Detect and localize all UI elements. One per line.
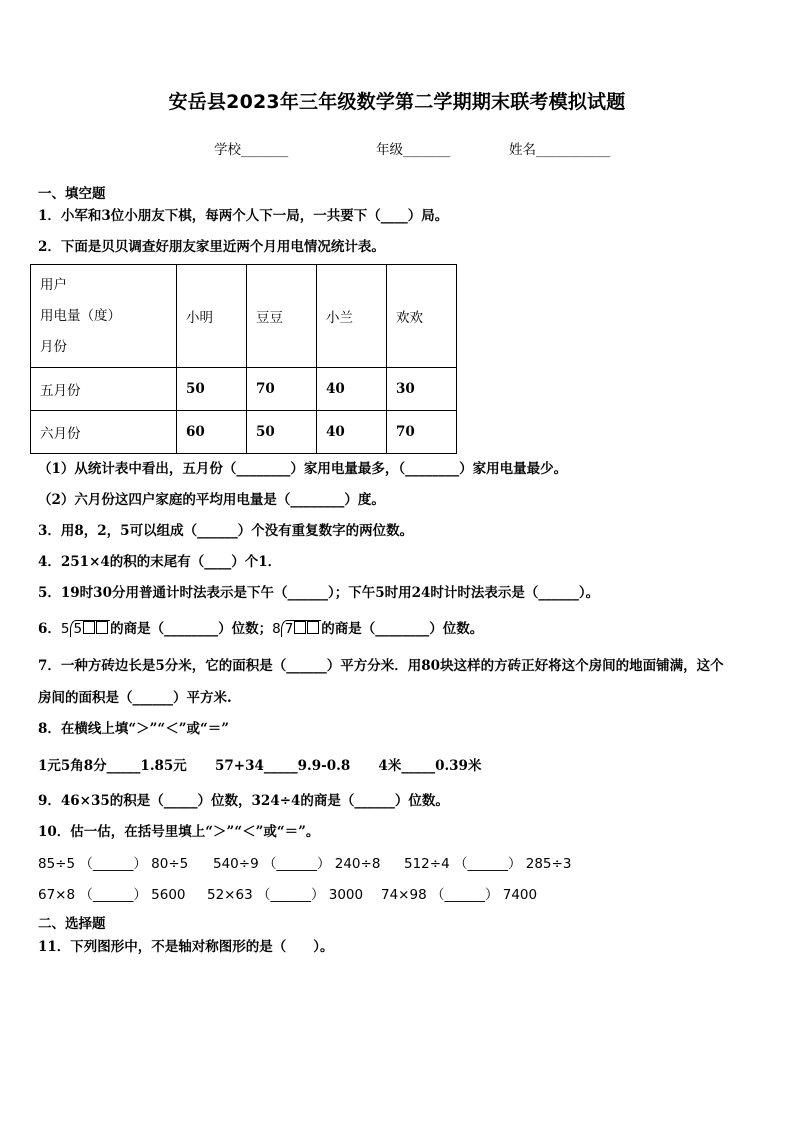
digit-box[interactable]	[96, 621, 108, 634]
digit-box[interactable]	[294, 621, 306, 634]
q6-number: 6．	[38, 621, 61, 637]
header-user-doudou: 豆豆	[247, 265, 317, 368]
table-cell: 40	[317, 411, 387, 454]
question-4: 4．251×4的积的末尾有（____）个1．	[38, 554, 282, 570]
question-5: 5．19时30分用普通计时法表示是下午（______）；下午5时用24时计时法表示是（______）。	[38, 585, 600, 601]
name-field[interactable]	[509, 141, 610, 159]
school-label: 学校	[214, 142, 241, 158]
q10-item: 52×63 （______） 3000	[207, 887, 364, 903]
row-month: 六月份	[31, 411, 177, 454]
electricity-table	[30, 264, 457, 454]
q10-item: 512÷4 （______） 285÷3	[404, 856, 572, 872]
grade-label: 年级	[376, 142, 403, 158]
name-blank[interactable]: ___________	[536, 142, 611, 158]
digit-box[interactable]	[307, 621, 319, 634]
header-user-huanhuan: 欢欢	[387, 265, 457, 368]
school-blank[interactable]: _______	[241, 142, 289, 158]
row-month: 五月份	[31, 368, 177, 411]
question-2-part-2: （2）六月份这四户家庭的平均用电量是（________）度。	[38, 492, 385, 508]
q10-item: 74×98 （______） 7400	[381, 887, 538, 903]
question-9: 9．46×35的积是（_____）位数，324÷4的商是（______）位数。	[38, 793, 449, 809]
corner-month: 月份	[40, 338, 67, 355]
grade-field[interactable]	[376, 141, 450, 159]
q6-dividend-2: 7	[284, 621, 294, 637]
school-field[interactable]	[214, 141, 288, 159]
table-cell: 70	[387, 411, 457, 454]
q10-item: 540÷9 （______） 240÷8	[213, 856, 381, 872]
page-title: 安岳县2023年三年级数学第二学期期末联考模拟试题	[168, 91, 626, 113]
grade-blank[interactable]: _______	[403, 142, 451, 158]
question-3: 3．用8，2，5可以组成（______）个没有重复数字的两位数。	[38, 523, 414, 539]
corner-usage: 用电量（度）	[40, 307, 121, 324]
table-cell: 50	[177, 368, 247, 411]
table-row-june	[31, 411, 457, 454]
question-2-part-1: （1）从统计表中看出，五月份（________）家用电量最多，（________）家用电量最少。	[38, 461, 568, 477]
section-multiple-choice: 二、选择题	[38, 916, 106, 932]
question-6	[38, 620, 483, 638]
question-2: 2．下面是贝贝调查好朋友家里近两个月用电情况统计表。	[38, 239, 385, 255]
q6-end: 的商是（________）位数。	[321, 621, 484, 637]
long-division-1	[70, 620, 111, 637]
table-cell: 50	[247, 411, 317, 454]
table-cell: 30	[387, 368, 457, 411]
question-7-line-1: 7．一种方砖边长是5分米，它的面积是（______）平方分米．用80块这样的方砖正好将这个房间的地面铺满，这个	[38, 658, 724, 674]
question-8-items: 1元5角8分_____1.85元 57+34_____9.9-0.8 4米_____0.39米	[38, 758, 482, 774]
name-label: 姓名	[509, 142, 536, 158]
question-7-line-2: 房间的面积是（______）平方米.	[38, 690, 232, 706]
table-row-may	[31, 368, 457, 411]
q10-item: 85÷5 （______） 80÷5	[38, 856, 189, 872]
corner-user: 用户	[40, 276, 67, 293]
q10-item: 67×8 （______） 5600	[38, 887, 186, 903]
table-cell: 40	[317, 368, 387, 411]
question-1: 1．小军和3位小朋友下棋，每两个人下一局，一共要下（____）局。	[38, 208, 449, 224]
question-11: 11．下列图形中，不是轴对称图形的是（ ）。	[38, 939, 334, 955]
table-header-row	[31, 265, 457, 368]
table-cell: 70	[247, 368, 317, 411]
question-10: 10．估一估，在括号里填上“＞”“＜”或“＝”。	[38, 824, 320, 840]
q6-divisor-1: 5	[60, 621, 70, 637]
header-user-xiaolan: 小兰	[317, 265, 387, 368]
question-8: 8．在横线上填“＞”“＜”或“＝”	[38, 721, 229, 737]
q6-mid: 的商是（________）位数；	[110, 621, 273, 637]
long-division-2	[281, 620, 322, 637]
digit-box[interactable]	[83, 621, 95, 634]
table-corner-cell	[31, 265, 177, 368]
header-user-xiaoming: 小明	[177, 265, 247, 368]
table-cell: 60	[177, 411, 247, 454]
section-fill-blank: 一、填空题	[38, 186, 106, 202]
q6-divisor-2: 8	[272, 621, 281, 637]
q6-dividend-1: 5	[73, 621, 83, 637]
